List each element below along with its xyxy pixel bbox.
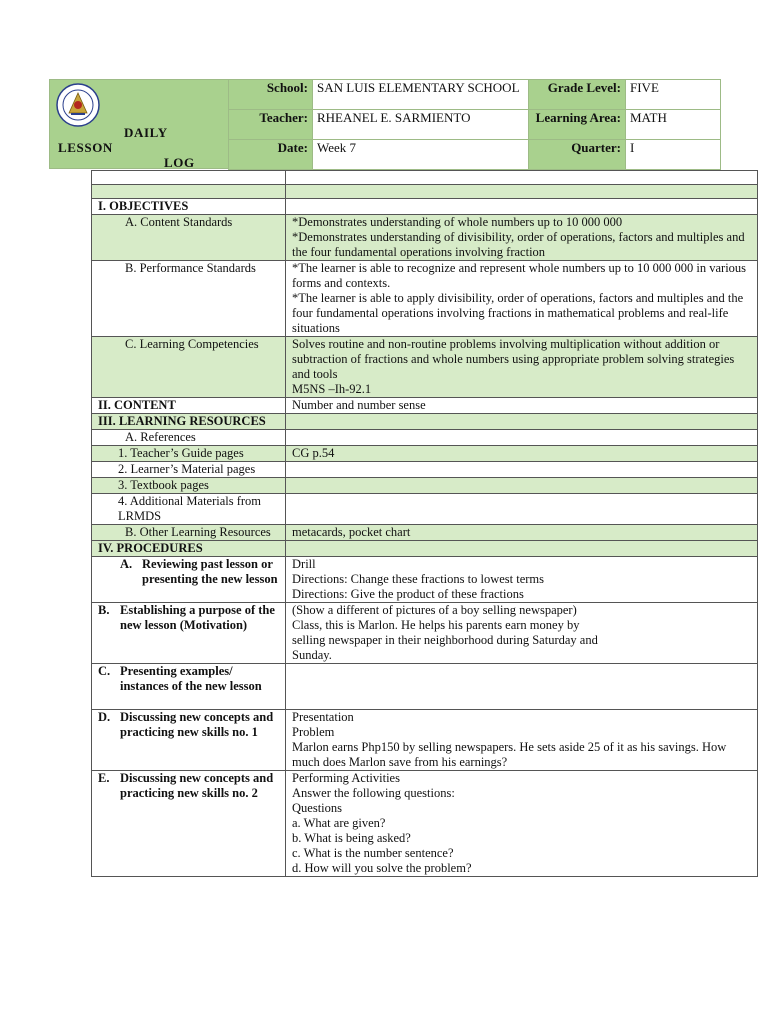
procedure-a-value: Drill Directions: Change these fractions to lowest terms Directions: Give the product of these fractions (286, 557, 758, 603)
title-word-lesson: LESSON (58, 140, 113, 155)
content-heading: II. CONTENT (92, 398, 286, 414)
performance-standards-label: B. Performance Standards (92, 261, 286, 337)
table-row (92, 664, 758, 710)
procedure-c-label: Presenting examples/ instances of the new lesson (120, 664, 262, 693)
learning-area-value: MATH (626, 110, 721, 140)
table-row (92, 603, 758, 664)
objectives-heading: I. OBJECTIVES (92, 199, 286, 215)
title-word-log: LOG (164, 155, 195, 170)
learners-material-label: 2. Learner’s Material pages (92, 462, 286, 478)
table-row (92, 525, 758, 541)
deped-seal-logo (56, 83, 100, 127)
table-row (92, 430, 758, 446)
content-standards-label: A. Content Standards (92, 215, 286, 261)
table-row (92, 414, 758, 430)
table-row (92, 478, 758, 494)
other-resources-value: metacards, pocket chart (286, 525, 758, 541)
procedure-b-letter: B. (98, 603, 110, 617)
teachers-guide-value: CG p.54 (286, 446, 758, 462)
table-row (92, 494, 758, 525)
grade-label: Grade Level: (529, 80, 626, 110)
teacher-label: Teacher: (229, 110, 313, 140)
teachers-guide-label: 1. Teacher’s Guide pages (92, 446, 286, 462)
content-value: Number and number sense (286, 398, 758, 414)
learning-competencies-label: C. Learning Competencies (92, 337, 286, 398)
lesson-plan-table (91, 170, 758, 877)
procedure-b-value: (Show a different of pictures of a boy selling newspaper) Class, this is Marlon. He helps his parents earn money by selling newspaper in their neighborhood during Saturday and Sunday. (286, 603, 758, 664)
table-row (92, 462, 758, 478)
learning-competencies-value: Solves routine and non-routine problems involving multiplication without addition or subtraction of fractions and whole numbers using appropriate problem solving strategies and tools M5NS –Ih-92.1 (286, 337, 758, 398)
procedure-a-letter: A. (120, 557, 133, 571)
procedure-e-label: Discussing new concepts and practicing new skills no. 2 (120, 771, 274, 800)
learning-area-label: Learning Area: (529, 110, 626, 140)
content-standards-value: *Demonstrates understanding of whole numbers up to 10 000 000 *Demonstrates understanding of divisibility, order of operations, factors and multiples and the four fundamental operations involving fraction (286, 215, 758, 261)
quarter-value: I (626, 140, 721, 170)
procedure-d-letter: D. (98, 710, 111, 724)
school-value: SAN LUIS ELEMENTARY SCHOOL (313, 80, 529, 110)
procedure-e-value: Performing Activities Answer the following questions: Questions a. What are given? b. What is being asked? c. What is the number sentence? d. How will you solve the problem? (286, 771, 758, 877)
textbook-pages-label: 3. Textbook pages (92, 478, 286, 494)
additional-materials-label: 4. Additional Materials from LRMDS (92, 494, 286, 525)
performance-standards-value: *The learner is able to recognize and represent whole numbers up to 10 000 000 in various forms and contexts. *The learner is able to apply divisibility, order of operations, factors and multiples and the four fundamental operations involving fractions in mathematical problems and real-life situations (286, 261, 758, 337)
grade-value: FIVE (626, 80, 721, 110)
table-row (92, 398, 758, 414)
procedure-c-letter: C. (98, 664, 111, 678)
procedure-d-cell (92, 710, 286, 771)
objectives-row (92, 199, 758, 215)
procedure-b-label: Establishing a purpose of the new lesson (Motivation) (120, 603, 275, 632)
table-row (92, 557, 758, 603)
references-label: A. References (92, 430, 286, 446)
quarter-label: Quarter: (529, 140, 626, 170)
procedure-e-letter: E. (98, 771, 110, 785)
procedure-b-cell (92, 603, 286, 664)
table-row (92, 710, 758, 771)
procedure-d-value: Presentation Problem Marlon earns Php150 by selling newspapers. He sets aside 25 of it as his savings. How much does Marlon save from his earnings? (286, 710, 758, 771)
procedures-heading: IV. PROCEDURES (92, 541, 286, 557)
table-row (92, 261, 758, 337)
procedure-a-cell (92, 557, 286, 603)
procedure-c-cell (92, 664, 286, 710)
lesson-log-header (49, 79, 720, 170)
blank-row (92, 171, 758, 185)
date-label: Date: (229, 140, 313, 170)
procedure-a-label: Reviewing past lesson or presenting the new lesson (142, 557, 278, 586)
title-cell (49, 79, 229, 169)
table-row (92, 541, 758, 557)
table-row (92, 771, 758, 877)
procedure-d-label: Discussing new concepts and practicing new skills no. 1 (120, 710, 274, 739)
date-value: Week 7 (313, 140, 529, 170)
procedure-e-cell (92, 771, 286, 877)
header-info-grid (228, 79, 721, 170)
other-resources-label: B. Other Learning Resources (92, 525, 286, 541)
teacher-value: RHEANEL E. SARMIENTO (313, 110, 529, 140)
table-row (92, 446, 758, 462)
title-word-daily: DAILY (124, 125, 168, 140)
school-label: School: (229, 80, 313, 110)
table-row (92, 215, 758, 261)
learning-resources-heading: III. LEARNING RESOURCES (92, 414, 286, 430)
blank-row (92, 185, 758, 199)
table-row (92, 337, 758, 398)
